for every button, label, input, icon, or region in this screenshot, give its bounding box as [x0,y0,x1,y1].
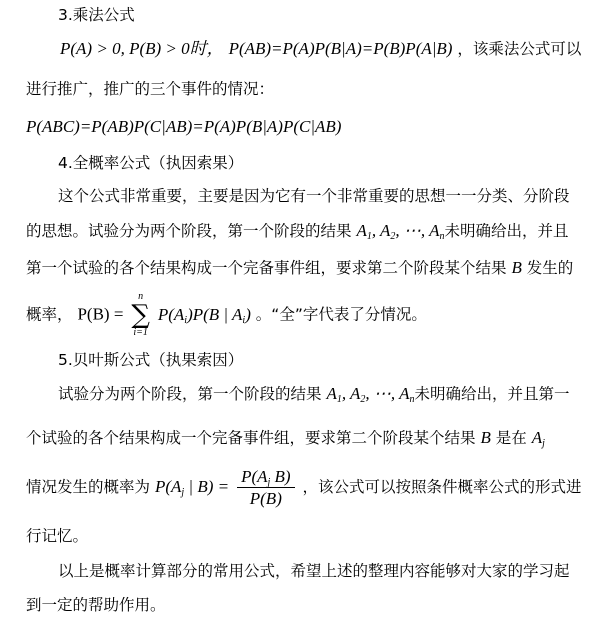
bayes-lhs: $P(A_j$ | B) = [154,477,230,498]
multiplication-formula-line [60,39,581,59]
multiplication-extension-formula [26,117,341,137]
section-title-multiplication [58,5,135,25]
summation-sign [131,292,150,338]
paragraph-text: 到一定的帮助作用。 [26,596,166,614]
paragraph-line [58,384,570,404]
section-title-total-probability [58,153,243,173]
paragraph-line [58,186,570,206]
paragraph-text: 未明确给出，并且 [444,222,569,240]
mult-formula: P(AB)=P(A)P(B|A)=P(B)P(A|B) [228,39,453,58]
bayes-denominator: P(B) [249,489,282,508]
paragraph-text: 的思想。试验分为两个阶段，第一个阶段的结果 [26,222,357,240]
paragraph-text: 未明确给出，并且第一 [414,385,570,403]
result-b: B [511,258,522,277]
paragraph-text: 试验分为两个阶段，第一个阶段的结果 [58,385,327,403]
paragraph-text: 是在 [495,429,527,447]
paragraph-text: 概率， [26,305,73,324]
paragraph-line [26,258,573,278]
paragraph-text: 这个公式非常重要，主要是因为它有一个非常重要的思想一一分类、分阶段 [58,187,570,205]
paragraph-text: 第一个试验的各个结果构成一个完备事件组，要求第二个阶段某个结果 [26,259,507,277]
bayes-fraction [237,468,295,507]
paragraph-line [26,79,274,99]
title-text: 4.全概率公式（执因索果） [58,154,244,172]
paragraph-text: 个试验的各个结果构成一个完备事件组，要求第二个阶段某个结果 [26,429,476,447]
mult-text: ，该乘法公式可以 [457,40,582,58]
paragraph-line [26,526,88,546]
sum-lower-limit: i=1 [133,327,148,338]
title-text: 3.乘法公式 [58,6,135,24]
total-prob-lhs: P(B) = [77,304,124,324]
section-title-bayes [58,350,243,370]
bayes-numerator: $P(A_j$ B) [237,468,295,488]
paragraph-text: 行记忆。 [26,527,89,545]
paragraph-text: 进行推广，推广的三个事件的情况： [26,80,275,98]
mult-condition: P(A) > 0, P(B) > 0时， [60,39,224,58]
events-list: $A_1$, $A_2$, ⋯, $A_n$ [326,384,415,405]
paragraph-line [26,221,569,241]
title-text: 5.贝叶斯公式（执果索因） [58,351,244,369]
total-probability-formula-line [26,292,427,338]
paragraph-text: 发生的 [526,259,574,277]
mult-ext-formula: P(ABC)=P(AB)P(C|AB)=P(A)P(B|A)P(C|AB) [26,117,342,136]
events-list: $A_1$, $A_2$, ⋯, $A_n$ [356,221,445,242]
paragraph-text: ，该公式可以按照条件概率公式的形式进 [302,478,582,496]
total-prob-term: $P(A_i)P(B$ | $A_i$) [157,304,251,326]
sigma-symbol: ∑ [131,300,150,330]
paragraph-line [26,428,545,448]
paragraph-line [58,561,570,581]
paragraph-line [26,595,166,615]
event-aj: $A_j$ [531,428,545,449]
paragraph-text: 情况发生的概率为 [26,478,151,496]
bayes-formula-line [26,467,582,507]
paragraph-text: 。“全”字代表了分情况。 [255,305,427,324]
paragraph-text: 以上是概率计算部分的常用公式，希望上述的整理内容能够对大家的学习起 [58,562,570,580]
sum-upper-limit: n [138,291,144,302]
result-b: B [480,428,491,447]
